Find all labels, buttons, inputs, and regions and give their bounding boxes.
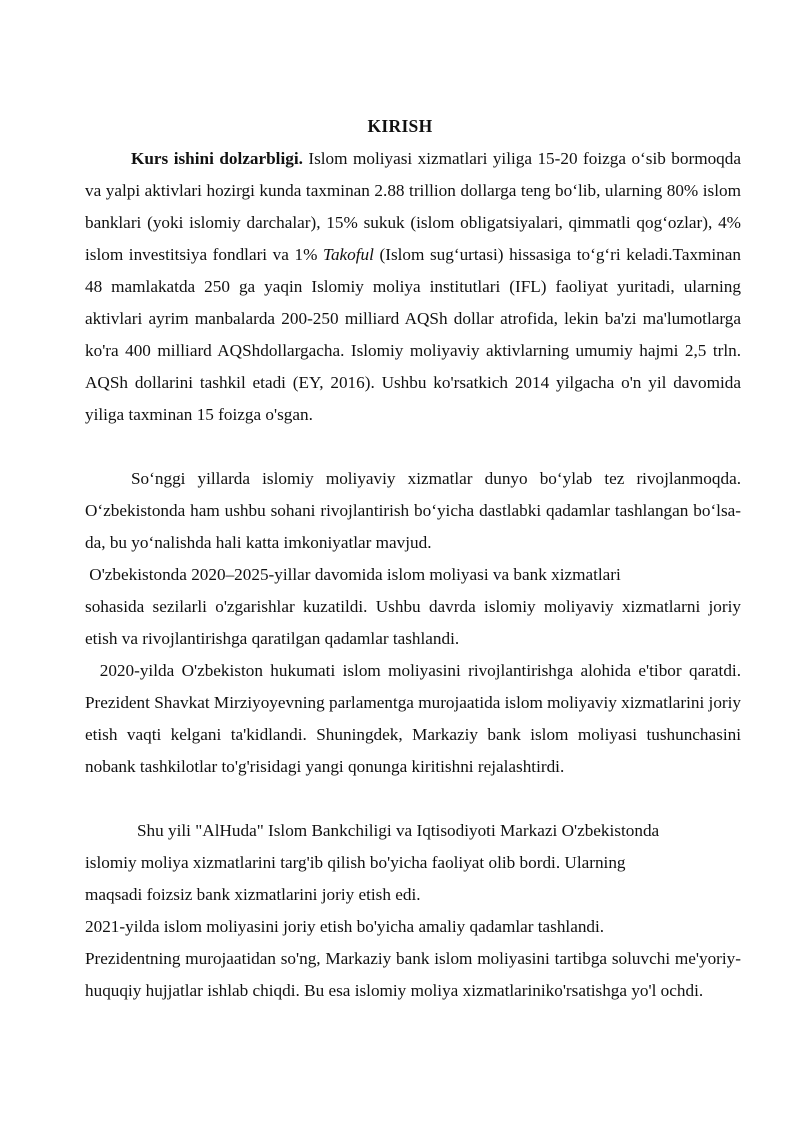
paragraph-line: maqsadi foizsiz bank xizmatlarini joriy etish edi. [85,885,421,904]
paragraph-line: 2021-yilda islom moliyasini joriy etish bo'yicha amaliy qadamlar tashlandi. [85,917,605,936]
paragraph-changes: sohasida sezilarli o'zgarishlar kuzatildi. Ushbu davrda islomiy moliyaviy xizmatlarni joriy etish va rivojlantirishga qaratilgan qadamlar tashlandi. [85,597,741,648]
paragraph-line: islomiy moliya xizmatlarini targ'ib qilish bo'yicha faoliyat olib bordi. Ularning [85,853,626,872]
lead-heading: Kurs ishini dolzarbligi. [131,149,303,168]
paragraph-text: Islom moliyasi xizmatlari yiliga 15-20 foizga o‘sib bormoqda va yalpi aktivlari hozirgi kunda taxminan 2.88 trillion dollarga teng bo‘lib, ularning 80% islom banklari (yoki islomiy darchalar), 15% sukuk (islom obligatsiyalari, qimmatli qog‘ozlar), 4% islom investitsiya fondlari va 1% [85,149,741,264]
italic-term: Takoful [322,245,374,264]
paragraph-text: (Islom sug‘urtasi) hissasiga to‘g‘ri keladi.Taxminan 48 mamlakatda 250 ga yaqin Islomiy moliya institutlari (IFL) faoliyat yuritadi, ularning aktivlari ayrim manbalarda 200-250 milliard AQSh dollar atrofida, lekin ba'zi ma'lumotlarga ko'ra 400 milliard AQShdollargacha. Islomiy moliyaviy aktivlarning umumiy hajmi 2,5 trln. AQSh dollarini tashkil etadi (EY, 2016). Ushbu ko'rsatkich 2014 yilgacha o'n yil davomida yiliga taxminan 15 foizga o'sgan. [85,245,741,424]
paragraph-line: Shu yili "AlHuda" Islom Bankchiligi va Iqtisodiyoti Markazi O'zbekistonda [137,821,660,840]
paragraph-2020: 2020-yilda O'zbekiston hukumati islom moliyasini rivojlantirishga alohida e'tibor qaratdi. Prezident Shavkat Mirziyoyevning parlamentga murojaatida islom moliyaviy xizmatlarini joriy etish vaqti kelgani ta'kidlandi. Shuningdek, Markaziy bank islom moliyasi tushunchasini nobank tashkilotlar to'g'risidagi yangi qonunga kiritishni rejalashtirdi. [85,661,746,776]
paragraph-recent-years: So‘nggi yillarda islomiy moliyaviy xizmatlar dunyo bo‘ylab tez rivojlanmoqda. O‘zbekistonda ham ushbu sohani rivojlantirish bo‘yicha dastlabki qadamlar tashlangan bo‘lsa-da, bu yo‘nalishda hali katta imkoniyatlar mavjud. [85,469,741,552]
paragraph-relevance [85,143,741,431]
paragraph-line: O'zbekistonda 2020–2025-yillar davomida islom moliyasi va bank xizmatlari [85,565,621,584]
paragraph-2021: Prezidentning murojaatidan so'ng, Markaziy bank islom moliyasini tartibga soluvchi me'yoriy-huquqiy hujjatlar ishlab chiqdi. Bu esa islomiy moliya xizmatlariniko'rsatishga yo'l ochdi. [85,949,741,1000]
page-title: KIRISH [367,116,433,136]
